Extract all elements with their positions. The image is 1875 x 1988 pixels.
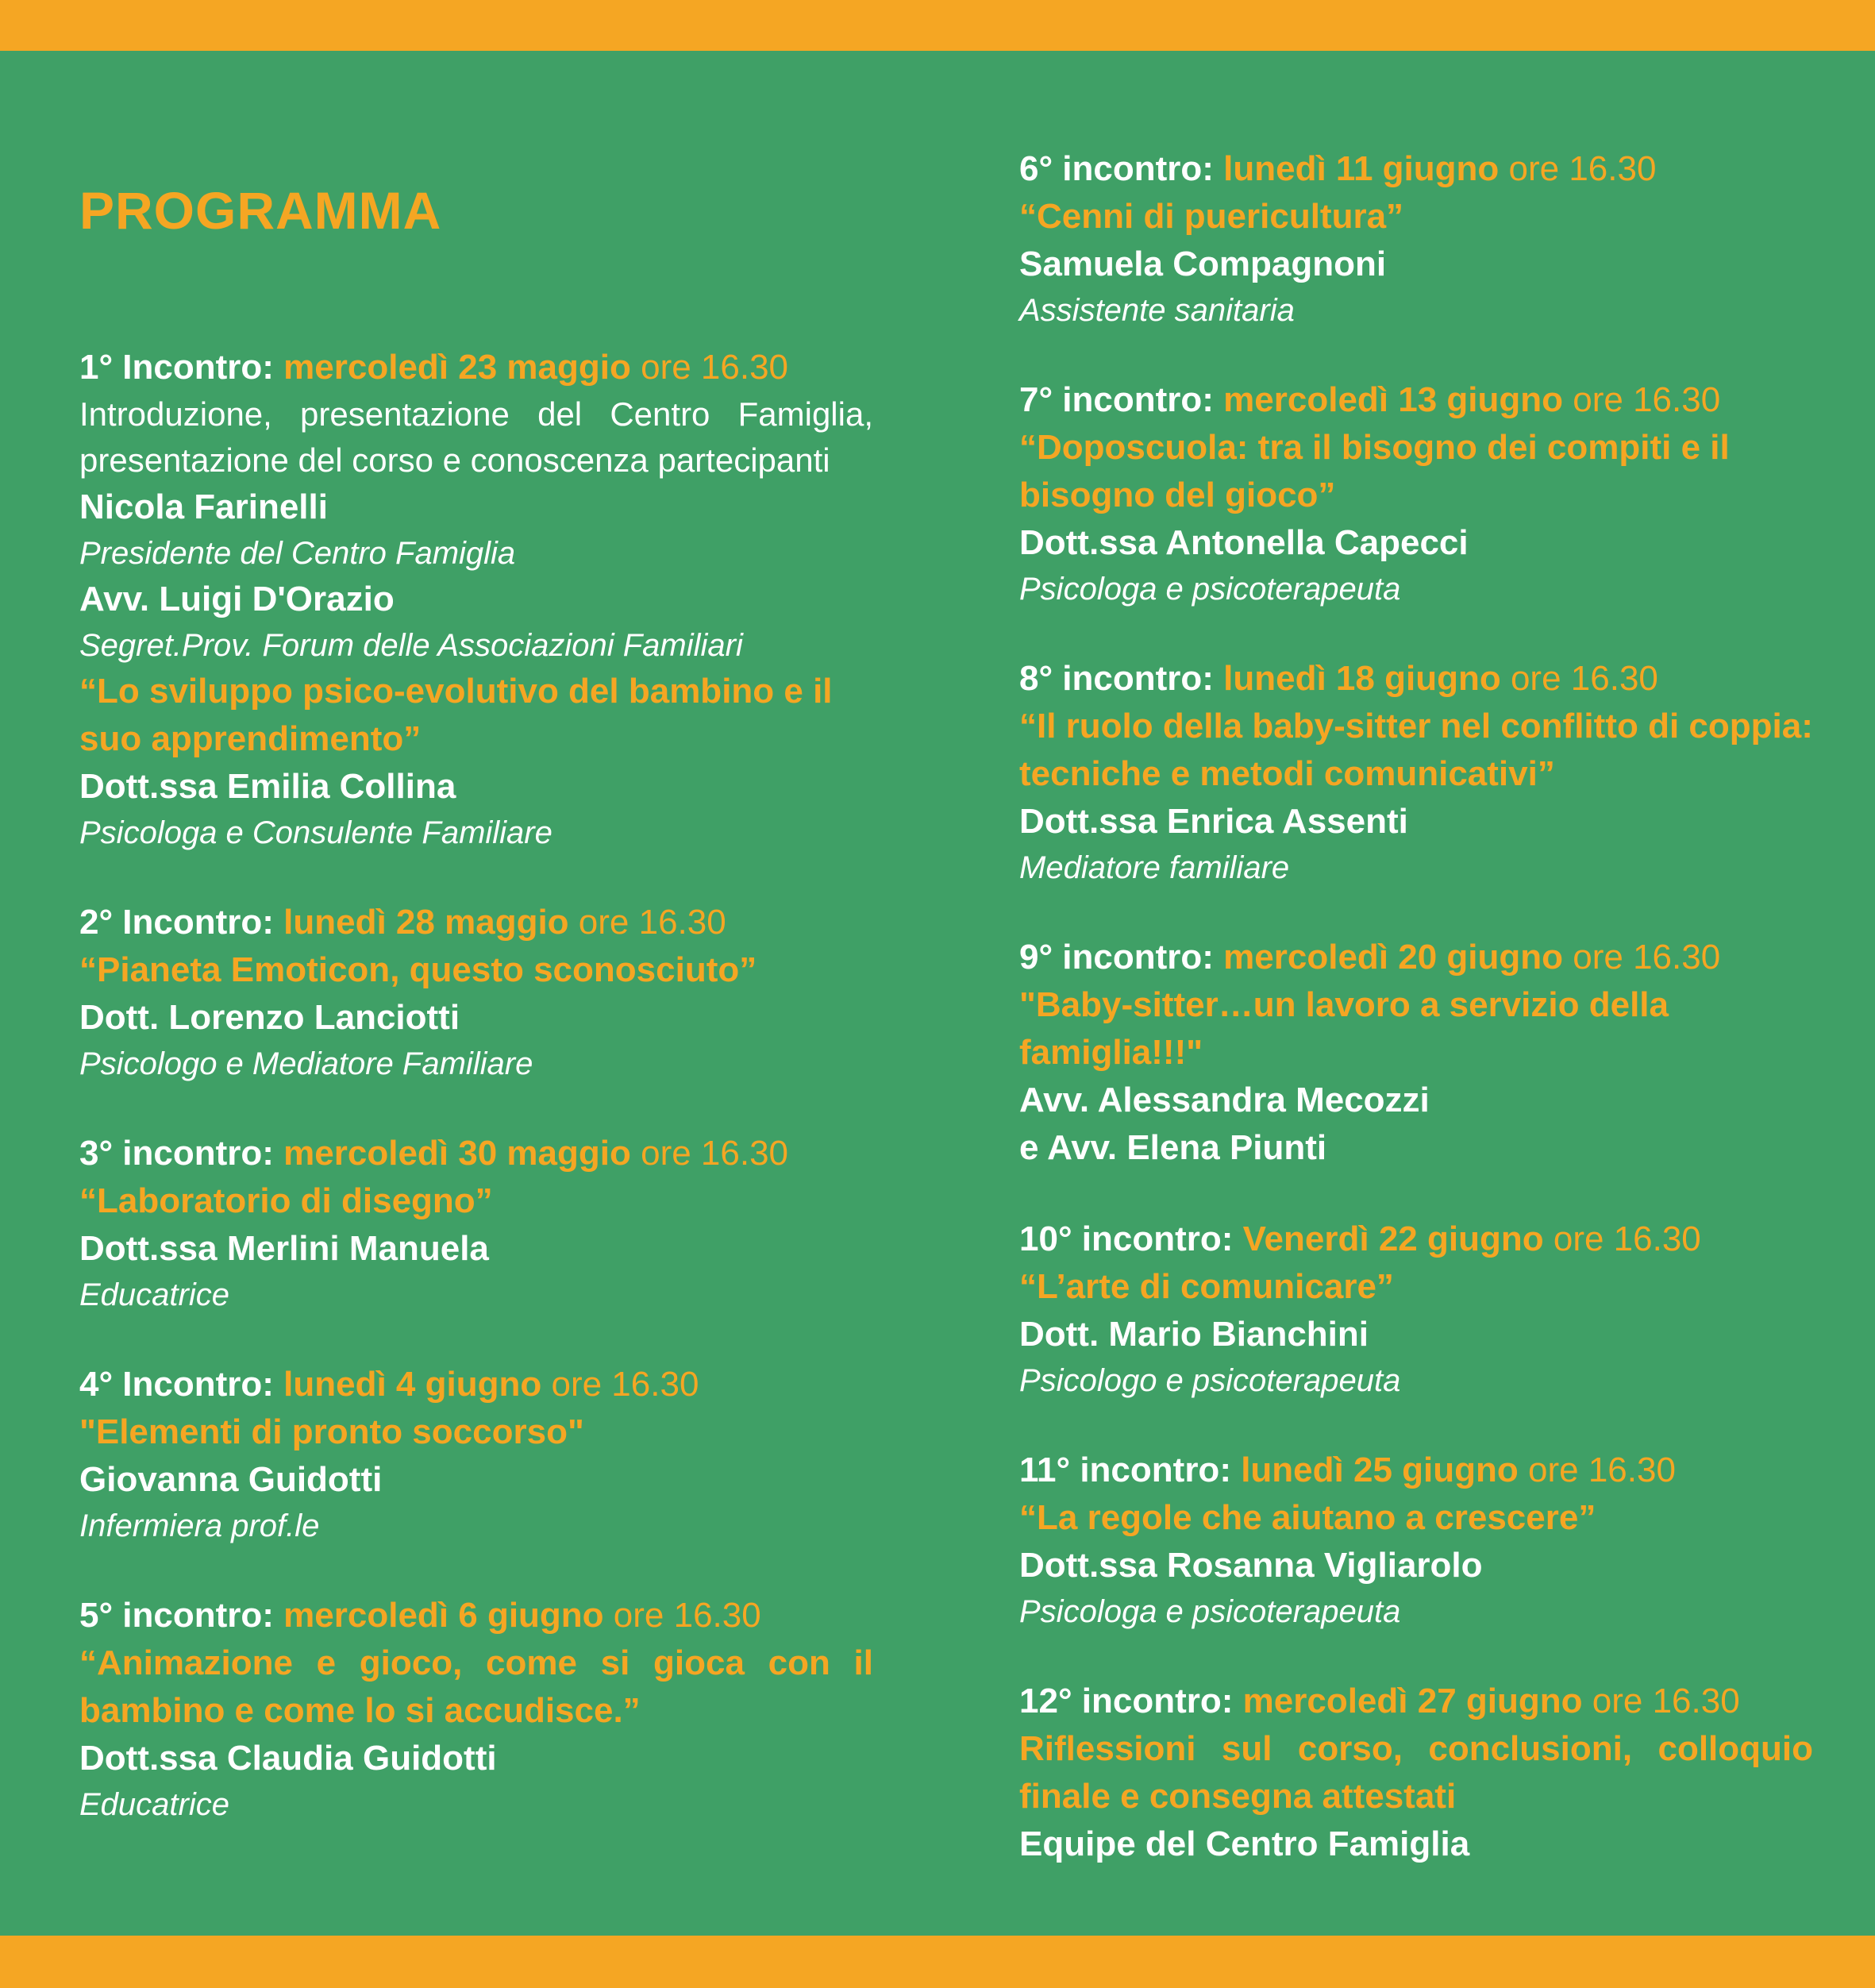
event-time: ore 16.30 [613,1596,761,1635]
event-11 [1019,1446,1813,1634]
event-number: 2° Incontro: [79,903,274,942]
event-date: mercoledì 6 giugno [283,1596,604,1635]
event-5 [79,1591,873,1827]
event-topic: “Lo sviluppo psico-evolutivo del bambino e il suo apprendimento” [79,672,833,758]
event-10 [1019,1215,1813,1403]
event-date: lunedì 4 giugno [283,1365,542,1404]
event-speaker-role: Presidente del Centro Famiglia [79,536,516,571]
event-time: ore 16.30 [1592,1682,1740,1720]
event-time: ore 16.30 [1508,149,1657,188]
event-speaker: Avv. Alessandra Mecozzi [1019,1081,1430,1119]
event-speaker-role: Psicologo e psicoterapeuta [1019,1363,1401,1398]
top-orange-band [0,0,1875,51]
event-7 [1019,376,1813,611]
event-2 [79,898,873,1086]
right-column [1019,144,1813,1911]
bottom-orange-band [0,1936,1875,1988]
event-8 [1019,654,1813,890]
event-time: ore 16.30 [1510,659,1658,698]
event-time: ore 16.30 [578,903,726,942]
event-number: 9° incontro: [1019,938,1214,977]
event-time: ore 16.30 [1528,1451,1676,1489]
event-number: 8° incontro: [1019,659,1214,698]
event-time: ore 16.30 [1573,380,1721,419]
event-speaker: Dott.ssa Claudia Guidotti [79,1739,497,1778]
event-number: 10° incontro: [1019,1219,1234,1258]
event-time: ore 16.30 [1553,1219,1701,1258]
event-9 [1019,933,1813,1172]
event-1 [79,343,873,855]
event-speaker-role: Educatrice [79,1787,229,1822]
event-date: lunedì 25 giugno [1241,1451,1519,1489]
event-topic: “Pianeta Emoticon, questo sconosciuto” [79,950,757,989]
event-date: mercoledì 20 giugno [1223,938,1564,977]
event-speaker-role: Psicologa e psicoterapeuta [1019,1594,1401,1629]
event-header [79,1591,873,1639]
event-speaker: Dott. Mario Bianchini [1019,1315,1369,1354]
event-time: ore 16.30 [551,1365,699,1404]
event-time: ore 16.30 [641,348,789,387]
event-speaker-role: Educatrice [79,1277,229,1312]
event-header [1019,1446,1813,1494]
event-3 [79,1129,873,1317]
event-speaker-role: Segret.Prov. Forum delle Associazioni Familiari [79,628,743,663]
event-speaker-role: Assistente sanitaria [1019,293,1295,328]
event-topic: "Elementi di pronto soccorso" [79,1412,584,1451]
event-date: mercoledì 30 maggio [283,1134,631,1173]
event-number: 7° incontro: [1019,380,1214,419]
event-header [1019,1215,1813,1263]
event-speaker-role: Psicologo e Mediatore Familiare [79,1046,533,1081]
event-date: mercoledì 13 giugno [1223,380,1564,419]
event-time: ore 16.30 [1573,938,1721,977]
event-speaker: Equipe del Centro Famiglia [1019,1824,1470,1863]
event-12 [1019,1677,1813,1868]
event-header [79,1129,873,1177]
event-speaker: Dott.ssa Antonella Capecci [1019,523,1469,562]
event-4 [79,1360,873,1548]
event-date: Venerdì 22 giugno [1242,1219,1544,1258]
event-topic: "Baby-sitter…un lavoro a servizio della famiglia!!!" [1019,985,1669,1072]
event-speaker: Dott.ssa Enrica Assenti [1019,802,1408,841]
event-speaker: Nicola Farinelli [79,487,328,526]
event-speaker: Avv. Luigi D'Orazio [79,580,395,618]
event-header [1019,933,1813,981]
event-speaker: Dott.ssa Merlini Manuela [79,1229,489,1268]
event-speaker-role: Psicologa e psicoterapeuta [1019,572,1401,607]
event-speaker-role: Psicologa e Consulente Familiare [79,815,552,850]
event-topic: “Doposcuola: tra il bisogno dei compiti e il bisogno del gioco” [1019,428,1730,514]
event-header [1019,654,1813,703]
event-time: ore 16.30 [641,1134,789,1173]
left-column [79,181,873,1870]
event-number: 6° incontro: [1019,149,1214,188]
event-date: mercoledì 27 giugno [1242,1682,1583,1720]
event-date: lunedì 18 giugno [1223,659,1501,698]
event-topic: “Il ruolo della baby-sitter nel conflitto di coppia: tecniche e metodi comunicativi” [1019,707,1813,793]
page-title: PROGRAMMA [79,181,442,240]
event-speaker: Dott.ssa Emilia Collina [79,767,456,806]
event-topic: “Laboratorio di disegno” [79,1181,493,1220]
event-header [1019,376,1813,424]
event-date: mercoledì 23 maggio [283,348,631,387]
event-speaker: Samuela Compagnoni [1019,245,1387,283]
event-speaker: e Avv. Elena Piunti [1019,1128,1327,1167]
event-header [79,343,873,391]
event-topic: “Cenni di puericultura” [1019,197,1404,236]
event-date: lunedì 11 giugno [1223,149,1500,188]
event-topic: “L’arte di comunicare” [1019,1267,1394,1306]
event-speaker: Dott.ssa Rosanna Vigliarolo [1019,1546,1483,1585]
event-number: 5° incontro: [79,1596,274,1635]
event-date: lunedì 28 maggio [283,903,569,942]
event-topic: Riflessioni sul corso, conclusioni, colloquio finale e consegna attestati [1019,1729,1813,1816]
event-speaker: Giovanna Guidotti [79,1460,383,1499]
event-speaker-role: Mediatore familiare [1019,850,1290,885]
event-6 [1019,144,1813,333]
event-description: Introduzione, presentazione del Centro Famiglia, presentazione del corso e conoscenza partecipanti [79,395,873,479]
event-number: 12° incontro: [1019,1682,1234,1720]
event-header [1019,144,1813,193]
event-number: 1° Incontro: [79,348,274,387]
event-number: 11° incontro: [1019,1451,1231,1489]
event-header [79,898,873,946]
event-speaker-role: Infermiera prof.le [79,1508,320,1543]
event-number: 4° Incontro: [79,1365,274,1404]
event-topic: “Animazione e gioco, come si gioca con il bambino e come lo si accudisce.” [79,1643,873,1730]
event-header [79,1360,873,1408]
event-number: 3° incontro: [79,1134,274,1173]
event-speaker: Dott. Lorenzo Lanciotti [79,998,460,1037]
event-header [1019,1677,1813,1725]
event-topic: “La regole che aiutano a crescere” [1019,1498,1596,1537]
